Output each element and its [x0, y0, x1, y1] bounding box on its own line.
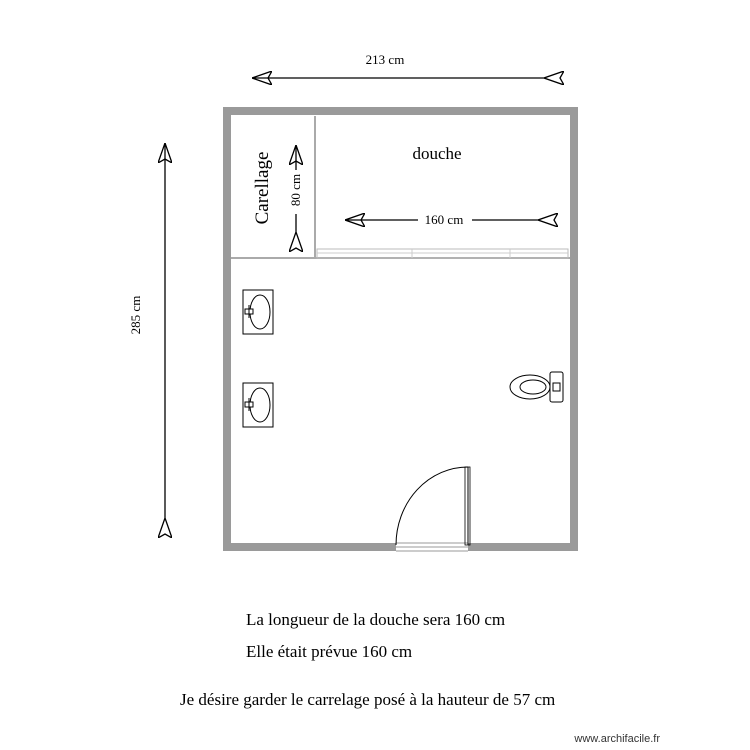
shower-length-dimension-label: 160 cm	[424, 212, 464, 227]
outer-wall	[227, 111, 574, 547]
watermark: www.archifacile.fr	[574, 733, 660, 745]
door-icon	[396, 467, 470, 545]
sink-icon	[243, 290, 273, 334]
tile-height-dimension-label: 80 cm	[288, 173, 303, 207]
sink-icon	[243, 383, 273, 427]
shower-label: douche	[412, 144, 462, 163]
note-shower-length: La longueur de la douche sera 160 cm	[246, 610, 506, 629]
tile-label: Carellage	[252, 151, 273, 225]
height-dimension-label: 285 cm	[128, 295, 143, 335]
width-dimension-label: 213 cm	[365, 52, 405, 67]
door-opening	[396, 540, 468, 552]
toilet-icon	[510, 372, 563, 402]
note-planned-length: Elle était prévue 160 cm	[246, 642, 413, 661]
note-tile-height: Je désire garder le carrelage posé à la hauteur de 57 cm	[180, 690, 556, 709]
